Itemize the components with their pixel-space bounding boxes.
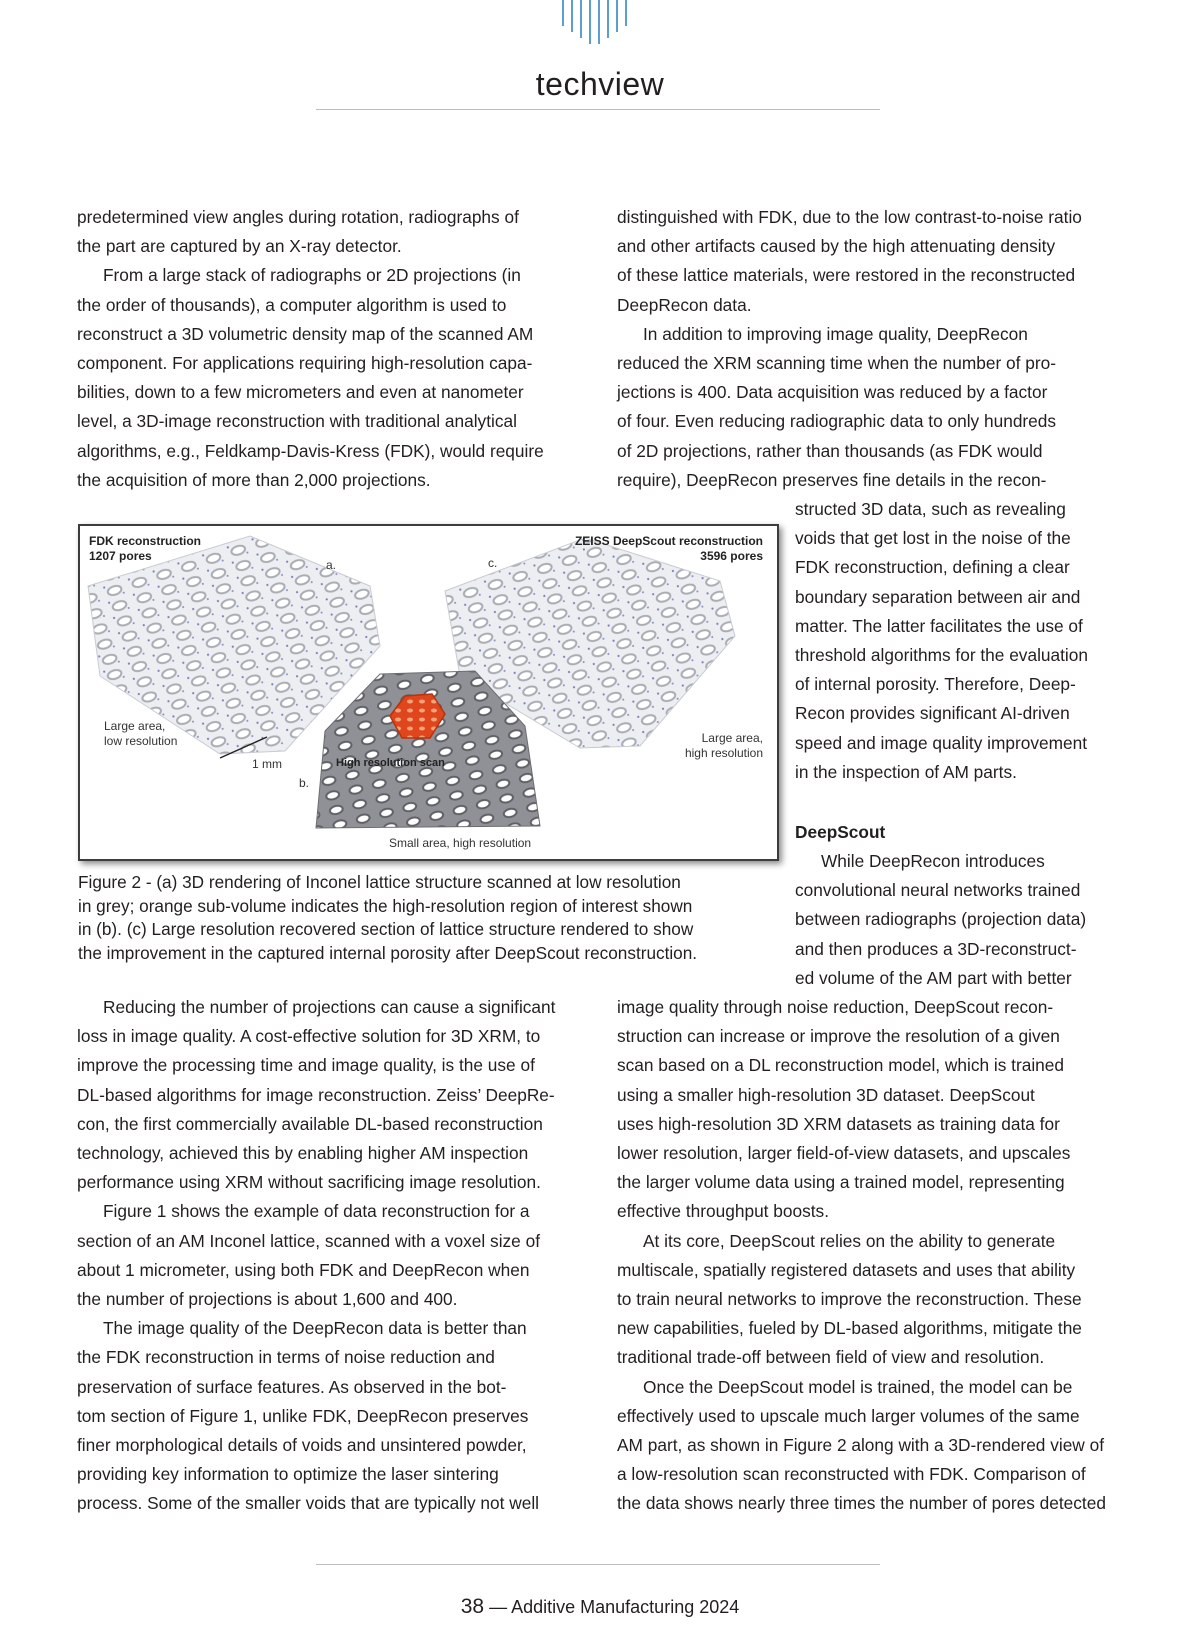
left-area-line-2: low resolution xyxy=(104,734,178,748)
zeiss-title: ZEISS DeepScout reconstruction xyxy=(574,534,763,548)
caption-line: the improvement in the captured internal porosity after DeepScout reconstruction. xyxy=(78,942,698,963)
label-a: a. xyxy=(326,558,337,572)
text-line: of four. Even reducing radiographic data to only hundreds xyxy=(617,411,1057,432)
text-line: require), DeepRecon preserves fine details in the recon- xyxy=(617,469,1047,490)
text-line: matter. The latter facilitates the use of xyxy=(795,615,1083,636)
text-line: performance using XRM without sacrificing image resolution. xyxy=(77,1172,541,1193)
right-area-line-1: Large area, xyxy=(701,731,763,745)
text-line: reconstruct a 3D volumetric density map of the scanned AM xyxy=(77,323,534,344)
label-b: b. xyxy=(299,776,310,790)
footer-dash: — xyxy=(489,1597,508,1617)
caption-line: in (b). (c) Large resolution recovered section of lattice structure rendered to show xyxy=(78,919,694,939)
text-line: loss in image quality. A cost-effective solution for 3D XRM, to xyxy=(77,1026,541,1047)
text-line: DL-based algorithms for image reconstruction. Zeiss’ DeepRe- xyxy=(77,1084,555,1105)
text-line: Figure 1 shows the example of data reconstruction for a xyxy=(103,1201,530,1222)
deepscout-heading: DeepScout xyxy=(795,822,886,842)
header-divider xyxy=(316,109,880,110)
text-line: speed and image quality improvement xyxy=(795,732,1088,753)
text-line: improve the processing time and image quality, is the use of xyxy=(77,1055,535,1076)
text-line: the number of projections is about 1,600 and 400. xyxy=(77,1289,458,1310)
right-column-top xyxy=(617,203,1082,495)
text-line: distinguished with FDK, due to the low contrast-to-noise ratio xyxy=(617,207,1082,227)
text-line: and then produces a 3D-reconstruct- xyxy=(795,938,1077,959)
figure-2-caption xyxy=(78,871,697,965)
left-column-bottom xyxy=(77,993,555,1519)
text-line: jections is 400. Data acquisition was reduced by a factor xyxy=(617,382,1048,403)
text-line: level, a 3D-image reconstruction with traditional analytical xyxy=(77,411,517,432)
section-title: techview xyxy=(535,66,665,102)
text-line: multiscale, spatially registered datasets and uses that ability xyxy=(617,1259,1076,1280)
small-area-label: Small area, high resolution xyxy=(389,836,532,850)
text-line: Reducing the number of projections can cause a significant xyxy=(103,997,556,1017)
text-line: AM part, as shown in Figure 2 along with a 3D-rendered view of xyxy=(617,1435,1104,1456)
text-line: process. Some of the smaller voids that are typically not well xyxy=(77,1493,539,1514)
right-narrow-column-1 xyxy=(795,495,1088,787)
text-line: the acquisition of more than 2,000 projections. xyxy=(77,469,431,490)
fdk-pores: 1207 pores xyxy=(89,549,152,563)
text-line: traditional trade-off between field of view and resolution. xyxy=(617,1347,1045,1368)
text-line: con, the first commercially available DL-based reconstruction xyxy=(77,1113,543,1134)
text-line: component. For applications requiring high-resolution capa- xyxy=(77,353,533,374)
text-line: and other artifacts caused by the high attenuating density xyxy=(617,236,1056,257)
text-line: predetermined view angles during rotation, radiographs of xyxy=(77,207,519,227)
text-line: preservation of surface features. As observed in the bot- xyxy=(77,1376,507,1397)
text-line: lower resolution, larger field-of-view datasets, and upscales xyxy=(617,1143,1071,1164)
right-column-bottom xyxy=(617,993,1106,1519)
caption-line: Figure 2 - (a) 3D rendering of Inconel lattice structure scanned at low resolution xyxy=(78,872,681,892)
text-line: struction can increase or improve the resolution of a given xyxy=(617,1026,1060,1047)
text-line: voids that get lost in the noise of the xyxy=(795,528,1071,549)
zeiss-pores: 3596 pores xyxy=(700,549,763,563)
text-line: At its core, DeepScout relies on the ability to generate xyxy=(643,1230,1056,1251)
text-line: Once the DeepScout model is trained, the model can be xyxy=(643,1376,1073,1397)
lattice-rendering xyxy=(80,526,777,859)
text-line: convolutional neural networks trained xyxy=(795,880,1081,901)
publication-name: Additive Manufacturing 2024 xyxy=(511,1597,740,1617)
high-resolution-scan-label: High resolution scan xyxy=(336,757,445,769)
text-line: The image quality of the DeepRecon data is better than xyxy=(103,1318,527,1339)
text-line: image quality through noise reduction, DeepScout recon- xyxy=(617,997,1054,1017)
text-line: the order of thousands), a computer algorithm is used to xyxy=(77,294,507,315)
text-line: the FDK reconstruction in terms of noise reduction and xyxy=(77,1347,495,1368)
text-line: Recon provides significant AI-driven xyxy=(795,703,1070,724)
text-line: of 2D projections, rather than thousands (as FDK would xyxy=(617,440,1043,461)
text-line: tom section of Figure 1, unlike FDK, DeepRecon preserves xyxy=(77,1405,529,1426)
header-stripes-decoration xyxy=(560,0,640,46)
text-line: From a large stack of radiographs or 2D projections (in xyxy=(103,265,521,286)
text-line: technology, achieved this by enabling higher AM inspection xyxy=(77,1143,529,1164)
text-line: using a smaller high-resolution 3D dataset. DeepScout xyxy=(617,1084,1035,1105)
text-line: to train neural networks to improve the reconstruction. These xyxy=(617,1289,1082,1310)
text-line: effective throughput boosts. xyxy=(617,1201,829,1222)
text-line: scan based on a DL reconstruction model, which is trained xyxy=(617,1055,1064,1076)
text-line: FDK reconstruction, defining a clear xyxy=(795,557,1070,578)
text-line: threshold algorithms for the evaluation xyxy=(795,645,1088,666)
text-line: in the inspection of AM parts. xyxy=(795,761,1017,782)
left-column-top xyxy=(77,203,544,495)
text-line: ed volume of the AM part with better xyxy=(795,967,1072,988)
text-line: of these lattice materials, were restored in the reconstructed xyxy=(617,265,1076,286)
text-line: While DeepRecon introduces xyxy=(821,851,1045,871)
right-narrow-column-2 xyxy=(795,847,1086,993)
label-c: c. xyxy=(488,556,498,570)
page-number: 38 xyxy=(460,1595,485,1618)
text-line: finer morphological details of voids and unsintered powder, xyxy=(77,1435,527,1456)
text-line: the larger volume data using a trained model, representing xyxy=(617,1172,1065,1193)
text-line: algorithms, e.g., Feldkamp-Davis-Kress (FDK), would require xyxy=(77,440,544,461)
page-footer xyxy=(0,1595,1200,1619)
text-line: the data shows nearly three times the number of pores detected xyxy=(617,1493,1106,1514)
text-line: In addition to improving image quality, DeepRecon xyxy=(643,323,1028,344)
text-line: structed 3D data, such as revealing xyxy=(795,499,1066,519)
text-line: reduced the XRM scanning time when the number of pro- xyxy=(617,353,1056,374)
text-line: DeepRecon data. xyxy=(617,294,752,315)
text-line: section of an AM Inconel lattice, scanned with a voxel size of xyxy=(77,1230,541,1251)
text-line: between radiographs (projection data) xyxy=(795,909,1087,930)
footer-divider xyxy=(316,1564,880,1565)
text-line: of internal porosity. Therefore, Deep- xyxy=(795,674,1076,695)
fdk-title: FDK reconstruction xyxy=(89,534,202,548)
text-line: boundary separation between air and xyxy=(795,586,1081,607)
text-line: bilities, down to a few micrometers and even at nanometer xyxy=(77,382,524,403)
text-line: uses high-resolution 3D XRM datasets as training data for xyxy=(617,1113,1060,1134)
text-line: providing key information to optimize the laser sintering xyxy=(77,1464,499,1485)
text-line: effectively used to upscale much larger volumes of the same xyxy=(617,1405,1080,1426)
text-line: a low-resolution scan reconstructed with FDK. Comparison of xyxy=(617,1464,1086,1485)
figure-2-image xyxy=(78,524,779,861)
text-line: the part are captured by an X-ray detector. xyxy=(77,236,402,257)
text-line: about 1 micrometer, using both FDK and DeepRecon when xyxy=(77,1259,530,1280)
text-line: new capabilities, fueled by DL-based algorithms, mitigate the xyxy=(617,1318,1082,1339)
caption-line: in grey; orange sub-volume indicates the high-resolution region of interest shown xyxy=(78,895,693,916)
scale-label: 1 mm xyxy=(252,757,282,771)
right-area-line-2: high resolution xyxy=(684,746,763,760)
left-area-line-1: Large area, xyxy=(104,719,166,733)
